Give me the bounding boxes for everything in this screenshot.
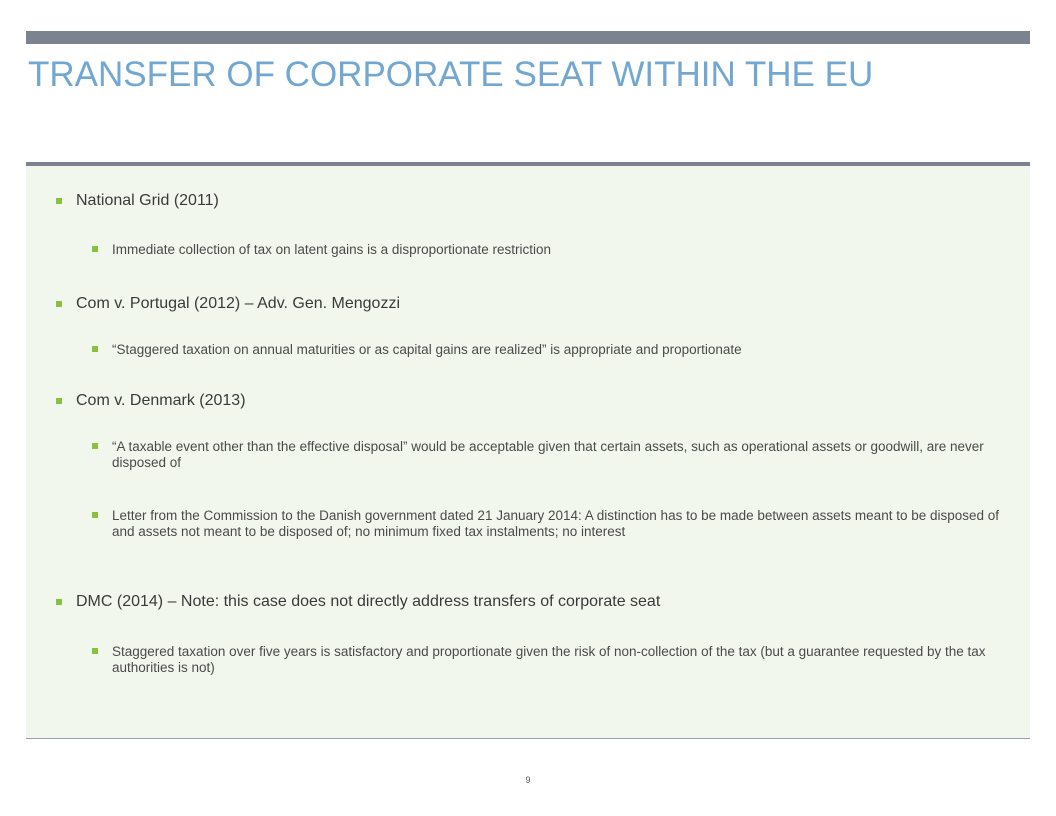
sub-bullet-taxable-event: “A taxable event other than the effective disposal” would be acceptable given that certain assets, such as operational assets or goodwill, are never disposed of bbox=[92, 439, 1012, 471]
bullet-national-grid: National Grid (2011) bbox=[56, 192, 219, 210]
square-bullet-icon bbox=[92, 246, 98, 252]
bullet-com-v-portugal: Com v. Portugal (2012) – Adv. Gen. Mengozzi bbox=[56, 295, 400, 313]
square-bullet-icon bbox=[56, 198, 62, 204]
square-bullet-icon bbox=[56, 301, 62, 307]
square-bullet-icon bbox=[92, 346, 98, 352]
sub-bullet-five-years: Staggered taxation over five years is satisfactory and proportionate given the risk of non-collection of the tax (but a guarantee requested by the tax authorities is not) bbox=[92, 644, 1012, 676]
bullet-com-v-denmark: Com v. Denmark (2013) bbox=[56, 392, 246, 410]
sub-bullet-immediate-collection: Immediate collection of tax on latent gains is a disproportionate restriction bbox=[92, 242, 1012, 258]
square-bullet-icon bbox=[56, 398, 62, 404]
sub-bullet-commission-letter: Letter from the Commission to the Danish government dated 21 January 2014: A distinction has to be made between assets meant to be disposed of and assets not meant to be disposed of; no minimum fixed tax instalments; no interest bbox=[92, 508, 1012, 540]
bullet-dmc: DMC (2014) – Note: this case does not directly address transfers of corporate seat bbox=[56, 593, 660, 611]
top-header-bar bbox=[26, 31, 1030, 44]
square-bullet-icon bbox=[92, 443, 98, 449]
sub-bullet-staggered-taxation: “Staggered taxation on annual maturities or as capital gains are realized” is appropriate and proportionate bbox=[92, 342, 1012, 358]
page-number: 9 bbox=[525, 775, 531, 785]
content-bottom-rule bbox=[26, 738, 1030, 739]
square-bullet-icon bbox=[92, 512, 98, 518]
square-bullet-icon bbox=[92, 648, 98, 654]
slide-title: TRANSFER OF CORPORATE SEAT WITHIN THE EU bbox=[28, 55, 874, 94]
square-bullet-icon bbox=[56, 599, 62, 605]
